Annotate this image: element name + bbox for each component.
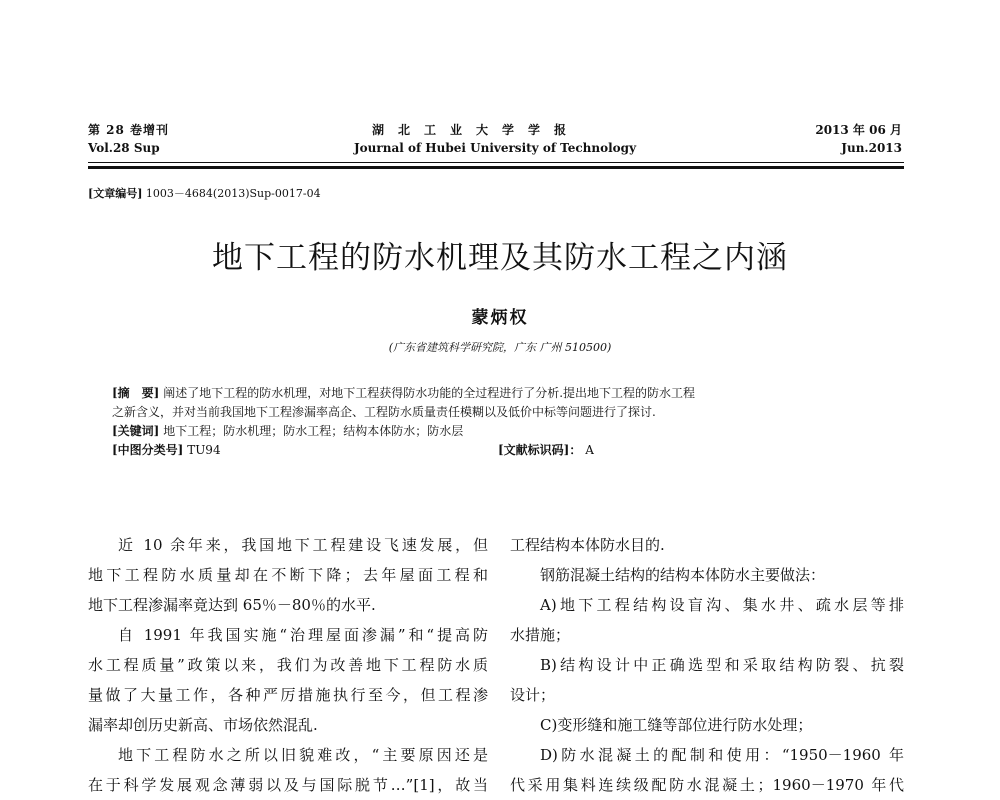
body-right-line: 水措施；	[510, 626, 571, 644]
header-date-en: Jun.2013	[841, 141, 902, 155]
document-code	[498, 441, 594, 460]
abstract-line-1	[112, 384, 695, 403]
body-left-line: 漏率却创历史新高、市场依然混乱.	[88, 716, 318, 734]
body-left-line: 水工程质量”政策以来，我们为改善地下工程防水质	[88, 656, 488, 674]
body-left-line: 自 1991 年我国实施“治理屋面渗漏”和“提高防	[118, 626, 488, 644]
author-affiliation: (广东省建筑科学研究院，广东 广州 510500)	[388, 341, 612, 354]
abstract-text-2: 之新含义，并对当前我国地下工程渗漏率高企、工程防水质量责任模糊以及低价中标等问题进行了探讨.	[112, 405, 656, 419]
article-number-label: [文章编号]	[88, 187, 143, 200]
body-left-line: 量做了大量工作，各种严厉措施执行至今，但工程渗	[88, 686, 488, 704]
abstract-text-1: 阐述了地下工程的防水机理，对地下工程获得防水功能的全过程进行了分析.提出地下工程的防水工程	[163, 386, 696, 400]
body-right-line: D)防水混凝土的配制和使用：“1950－1960 年	[540, 746, 904, 764]
header-rule-thin	[88, 162, 904, 163]
body-left-line: 近 10 余年来，我国地下工程建设飞速发展，但	[118, 536, 488, 554]
keywords-value: 地下工程；防水机理；防水工程；结构本体防水；防水层	[163, 424, 464, 438]
classification-label: [中图分类号]	[112, 443, 184, 457]
keywords	[112, 422, 463, 441]
header-volume-cn: 第 28 卷增刊	[88, 123, 170, 137]
abstract-label: [摘 要]	[112, 386, 160, 400]
article-number-value: 1003－4684(2013)Sup-0017-04	[145, 187, 321, 200]
header-rule-thick	[88, 166, 904, 169]
article-number	[88, 185, 321, 201]
body-right-line: B)结构设计中正确选型和采取结构防裂、抗裂	[540, 656, 904, 674]
body-right-line: 代采用集料连续级配防水混凝土；1960－1970 年代	[510, 776, 904, 794]
header-volume-en: Vol.28 Sup	[88, 141, 160, 155]
document-code-value: A	[585, 443, 594, 457]
header-date-cn: 2013 年 06 月	[815, 123, 902, 137]
body-right-line: A)地下工程结构设盲沟、集水井、疏水层等排	[540, 596, 904, 614]
author-name: 蒙炳权	[471, 308, 529, 328]
header-journal-cn: 湖北工业大学学报	[372, 123, 581, 137]
body-left-line: 地下工程防水质量却在不断下降；去年屋面工程和	[88, 566, 488, 584]
document-code-label: [文献标识码]：	[498, 443, 582, 457]
body-right-line: 钢筋混凝土结构的结构本体防水主要做法：	[540, 566, 826, 584]
paper-title: 地下工程的防水机理及其防水工程之内涵	[212, 240, 788, 276]
body-left-line: 地下工程防水之所以旧貌难改，“主要原因还是	[118, 746, 488, 764]
body-left-line: 在于科学发展观念薄弱以及与国际脱节…”[1]，故当	[88, 776, 488, 794]
body-right-line: C)变形缝和施工缝等部位进行防水处理；	[540, 716, 813, 734]
body-right-line: 设计；	[510, 686, 556, 704]
body-left-line: 地下工程渗漏率竟达到 65％－80％的水平.	[88, 596, 376, 614]
header-journal-en: Journal of Hubei University of Technology	[354, 141, 637, 155]
body-column-right	[510, 530, 904, 800]
classification-value: TU94	[187, 443, 221, 457]
classification	[112, 441, 221, 460]
keywords-label: [关键词]	[112, 424, 160, 438]
body-column-left	[88, 530, 488, 800]
body-right-line: 工程结构本体防水目的.	[510, 536, 665, 554]
